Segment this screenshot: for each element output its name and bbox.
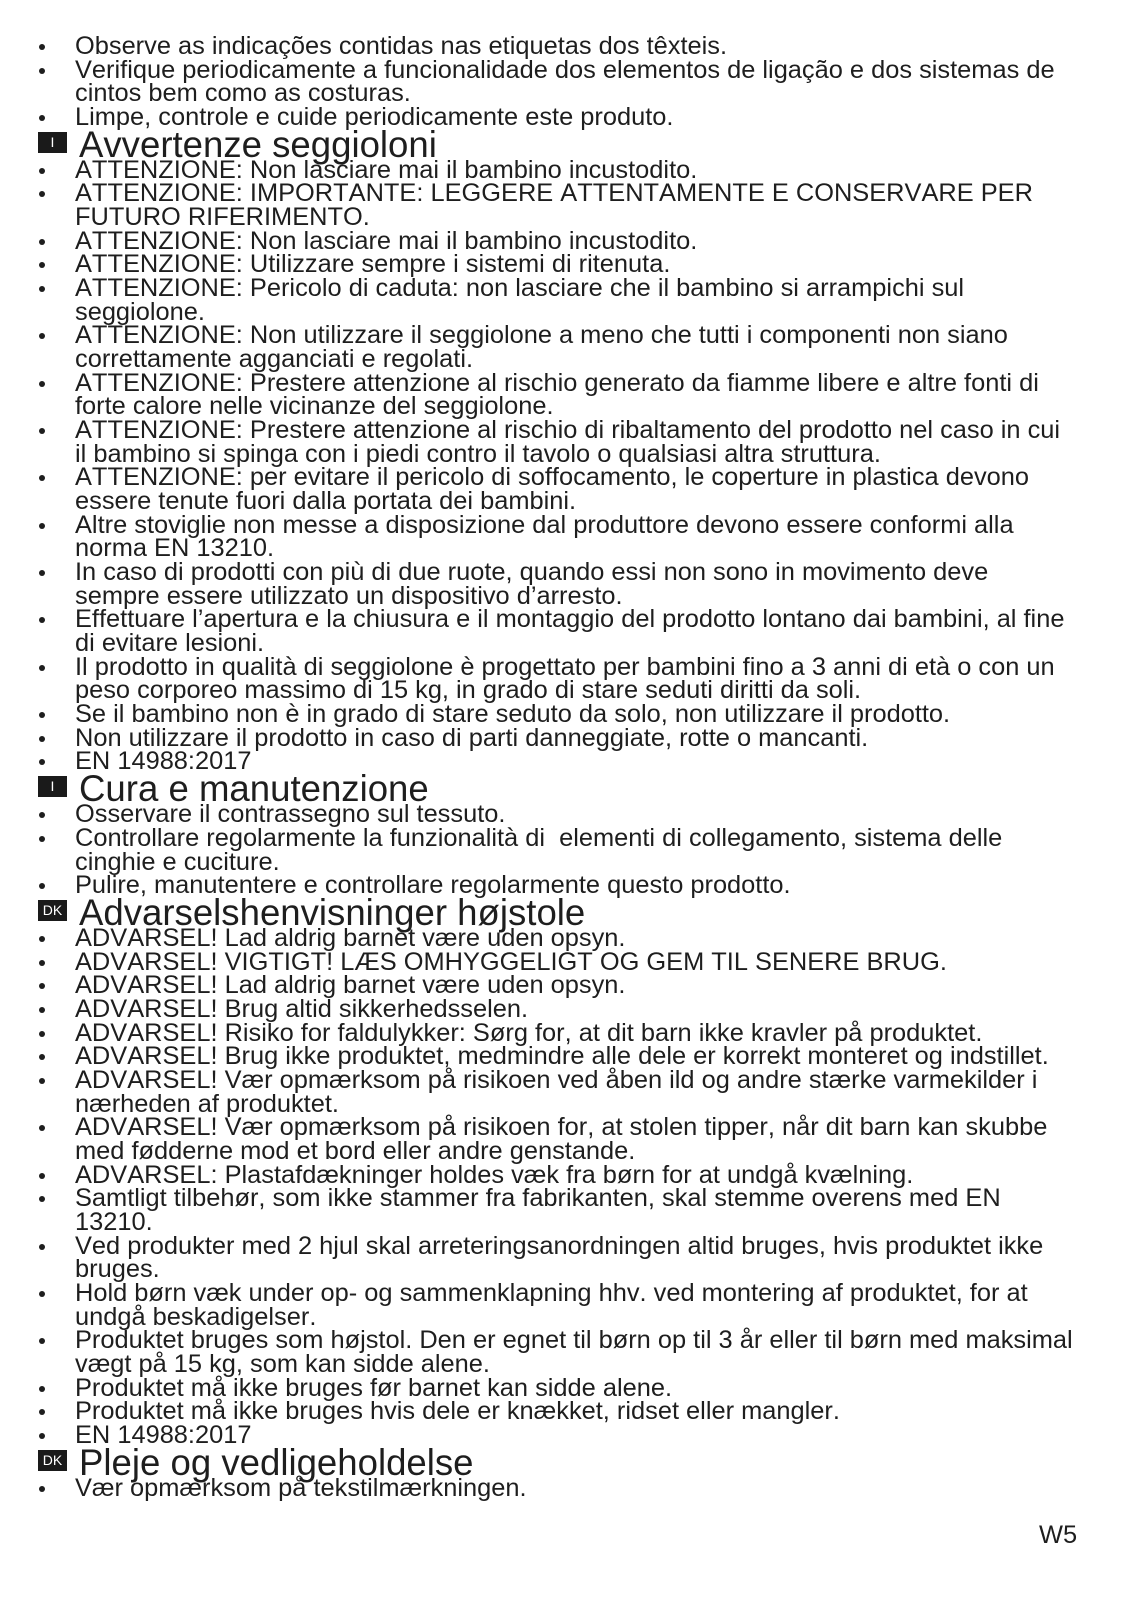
list-item — [0, 274, 1128, 326]
bullet-marker — [39, 1433, 45, 1439]
list-item-line: cintos bem como as costuras. — [75, 79, 411, 108]
list-item-line: Il prodotto in qualità di seggiolone è progettato per bambini fino a 3 anni di età o con un — [75, 652, 1055, 681]
bullet-marker — [39, 239, 45, 245]
list-item-line: Produktet må ikke bruges før barnet kan sidde alene. — [75, 1373, 673, 1402]
list-item-line: ADVARSEL! Lad aldrig barnet være uden opsyn. — [75, 971, 626, 1000]
bullet-marker — [39, 836, 45, 842]
bullet-marker — [39, 1386, 45, 1392]
list-item-line: ADVARSEL! VIGTIGT! LÆS OMHYGGELIGT OG GEM TIL SENERE BRUG. — [75, 947, 947, 976]
list-item — [0, 558, 1128, 610]
list-item-line: Osservare il contrassegno sul tessuto. — [75, 800, 506, 829]
list-item-line: EN 14988:2017 — [75, 1420, 252, 1449]
bullet-marker — [39, 736, 45, 742]
list-item — [0, 923, 1128, 952]
section-heading — [0, 1441, 1128, 1483]
list-item-line: cinghie e cuciture. — [75, 847, 280, 876]
bullet-marker — [39, 523, 45, 529]
list-item — [0, 368, 1128, 421]
language-badge: I — [38, 776, 67, 797]
bullet-marker — [39, 68, 45, 74]
bullet-list — [0, 1473, 1128, 1502]
list-item-line: forte calore nelle vicinanze del seggiolone. — [75, 392, 554, 421]
list-item-line: ADVARSEL: Plastafdækninger holdes væk fra børn for at undgå kvælning. — [75, 1160, 914, 1189]
section-title: Cura e manutenzione — [79, 768, 429, 810]
list-item — [0, 1326, 1128, 1378]
list-item-line: Produktet bruges som højstol. Den er egnet til børn op til 3 år eller til børn med maksimal — [75, 1326, 1073, 1355]
list-item — [0, 416, 1128, 468]
list-item-line: ADVARSEL! Risiko for faldulykker: Sørg for, at dit barn ikke kravler på produktet. — [75, 1018, 983, 1047]
bullet-marker — [39, 168, 45, 174]
bullet-list-continued — [0, 32, 1128, 132]
list-item — [0, 994, 1128, 1023]
list-item-line: 13210. — [75, 1207, 153, 1236]
list-item-line: ADVARSEL! Vær opmærksom på risikoen for, at stolen tipper, når dit barn kan skubbe — [75, 1113, 1048, 1142]
list-item — [0, 605, 1128, 658]
section-title: Advarselshenvisninger højstole — [79, 891, 586, 933]
section-heading — [0, 891, 1128, 933]
list-item-line: Ved produkter med 2 hjul skal arreteringsanordningen altid bruges, hvis produktet ikke — [75, 1231, 1044, 1260]
section-advarselshenvisninger — [0, 891, 1128, 1449]
list-item-line: ATTENZIONE: Pericolo di caduta: non lasciare che il bambino si arrampichi sul — [75, 274, 965, 303]
bullet-marker — [39, 1244, 45, 1250]
list-item — [0, 510, 1128, 563]
list-item — [0, 823, 1128, 876]
list-item-line: correttamente agganciati e regolati. — [75, 345, 474, 374]
bullet-marker — [39, 115, 45, 121]
section-avvertenze-seggioloni — [0, 123, 1128, 776]
list-item-line: ATTENZIONE: per evitare il pericolo di soffocamento, le coperture in plastica devono — [75, 463, 1029, 492]
list-item-line: ADVARSEL! Brug altid sikkerhedsselen. — [75, 994, 529, 1023]
language-badge: I — [38, 132, 67, 153]
bullet-marker — [39, 1007, 45, 1013]
list-item-line: Controllare regolarmente la funzionalità di elementi di collegamento, sistema delle — [75, 823, 1003, 852]
list-item-line: ADVARSEL! Vær opmærksom på risikoen ved åben ild og andre stærke varmekilder i — [75, 1065, 1038, 1094]
bullet-list — [0, 155, 1128, 776]
content-flow — [0, 32, 1128, 1502]
bullet-marker — [39, 960, 45, 966]
list-item-line: essere tenute fuori dalla portata dei bambini. — [75, 487, 577, 516]
list-item-line: ADVARSEL! Brug ikke produktet, medmindre alle dele er korrekt monteret og indstillet. — [75, 1042, 1049, 1071]
page-number: W5 — [1039, 1521, 1078, 1549]
list-item — [0, 321, 1128, 374]
list-item — [0, 1065, 1128, 1118]
bullet-marker — [39, 936, 45, 942]
list-item-line: FUTURO RIFERIMENTO. — [75, 203, 370, 232]
list-item-line: Se il bambino non è in grado di stare seduto da solo, non utilizzare il prodotto. — [75, 700, 951, 729]
list-item — [0, 55, 1128, 108]
list-item-line: Verifique periodicamente a funcionalidade dos elementos de ligação e dos sistemas de — [75, 55, 1055, 84]
list-item — [0, 652, 1128, 705]
list-item-line: il bambino si spinga con i piedi contro il tavolo o qualsiasi altra struttura. — [75, 439, 881, 468]
list-item-line: peso corporeo massimo di 15 kg, in grado di stare seduti diritti da soli. — [75, 676, 862, 705]
list-item-line: ATTENZIONE: Prestere attenzione al rischio generato da fiamme libere e altre fonti di — [75, 368, 1039, 397]
bullet-marker — [39, 381, 45, 387]
bullet-list — [0, 923, 1128, 1449]
language-badge: DK — [38, 900, 67, 921]
bullet-marker — [39, 665, 45, 671]
list-item-line: Effettuare l’apertura e la chiusura e il montaggio del prodotto lontano dai bambini, al fine — [75, 605, 1065, 634]
list-item-line: seggiolone. — [75, 297, 205, 326]
list-item — [0, 1113, 1128, 1165]
list-item-line: Limpe, controle e cuide periodicamente este produto. — [75, 103, 674, 132]
list-item-line: Pulire, manutentere e controllare regolarmente questo prodotto. — [75, 871, 791, 900]
list-item-line: ADVARSEL! Lad aldrig barnet være uden opsyn. — [75, 923, 626, 952]
list-item-line: ATTENZIONE: Utilizzare sempre i sistemi di ritenuta. — [75, 250, 671, 279]
section-heading — [0, 768, 1128, 810]
section-pleje-og-vedligeholdelse — [0, 1441, 1128, 1502]
list-item-line: sempre essere utilizzato un dispositivo d’arresto. — [75, 581, 623, 610]
section-title: Pleje og vedligeholdelse — [79, 1441, 474, 1483]
bullet-marker — [39, 44, 45, 50]
list-item-line: ATTENZIONE: Non lasciare mai il bambino incustodito. — [75, 226, 698, 255]
list-item-line: Hold børn væk under op- og sammenklapning hhv. ved montering af produktet, for at — [75, 1278, 1028, 1307]
list-item-line: Vær opmærksom på tekstilmærkningen. — [75, 1473, 527, 1502]
bullet-marker — [39, 1078, 45, 1084]
list-item-line: di evitare lesioni. — [75, 629, 265, 658]
section-heading — [0, 123, 1128, 165]
bullet-marker — [39, 1031, 45, 1037]
list-item-line: ATTENZIONE: Prestere attenzione al rischio di ribaltamento del prodotto nel caso in cui — [75, 416, 1061, 445]
list-item-line: Non utilizzare il prodotto in caso di parti danneggiate, rotte o mancanti. — [75, 723, 869, 752]
list-item — [0, 1473, 1128, 1502]
list-item-line: undgå beskadigelser. — [75, 1302, 317, 1331]
bullet-marker — [39, 1486, 45, 1492]
list-item — [0, 1231, 1128, 1284]
list-item-line: Altre stoviglie non messe a disposizione dal produttore devono essere conformi alla — [75, 510, 1014, 539]
list-item — [0, 463, 1128, 516]
list-item — [0, 179, 1128, 232]
list-item-line: med fødderne mod et bord eller andre genstande. — [75, 1136, 636, 1165]
language-badge: DK — [38, 1450, 67, 1471]
list-item — [0, 1278, 1128, 1331]
section-cura-e-manutenzione — [0, 768, 1128, 900]
list-item-line: In caso di prodotti con più di due ruote, quando essi non sono in movimento deve — [75, 558, 989, 587]
list-item-line: vægt på 15 kg, som kan sidde alene. — [75, 1349, 490, 1378]
list-item-line: bruges. — [75, 1255, 160, 1284]
list-item-line: norma EN 13210. — [75, 534, 275, 563]
list-item-line: Observe as indicações contidas nas etiquetas dos têxteis. — [75, 32, 728, 60]
list-item-line: nærheden af produktet. — [75, 1089, 339, 1118]
bullet-marker — [39, 1291, 45, 1297]
list-item-line: Samtligt tilbehør, som ikke stammer fra fabrikanten, skal stemme overens med EN — [75, 1184, 1001, 1213]
list-item-line: ATTENZIONE: Non lasciare mai il bambino incustodito. — [75, 155, 698, 184]
list-item — [0, 1184, 1128, 1236]
bullet-marker — [39, 286, 45, 292]
section-title: Avvertenze seggioloni — [79, 123, 437, 165]
bullet-list — [0, 800, 1128, 900]
list-item-line: EN 14988:2017 — [75, 747, 252, 776]
list-item-line: ATTENZIONE: IMPORTANTE: LEGGERE ATTENTAMENTE E CONSERVARE PER — [75, 179, 1033, 208]
list-item-line: Produktet må ikke bruges hvis dele er knækket, ridset eller mangler. — [75, 1397, 840, 1426]
bullet-marker — [39, 1173, 45, 1179]
list-item-line: ATTENZIONE: Non utilizzare il seggiolone a meno che tutti i componenti non siano — [75, 321, 1008, 350]
